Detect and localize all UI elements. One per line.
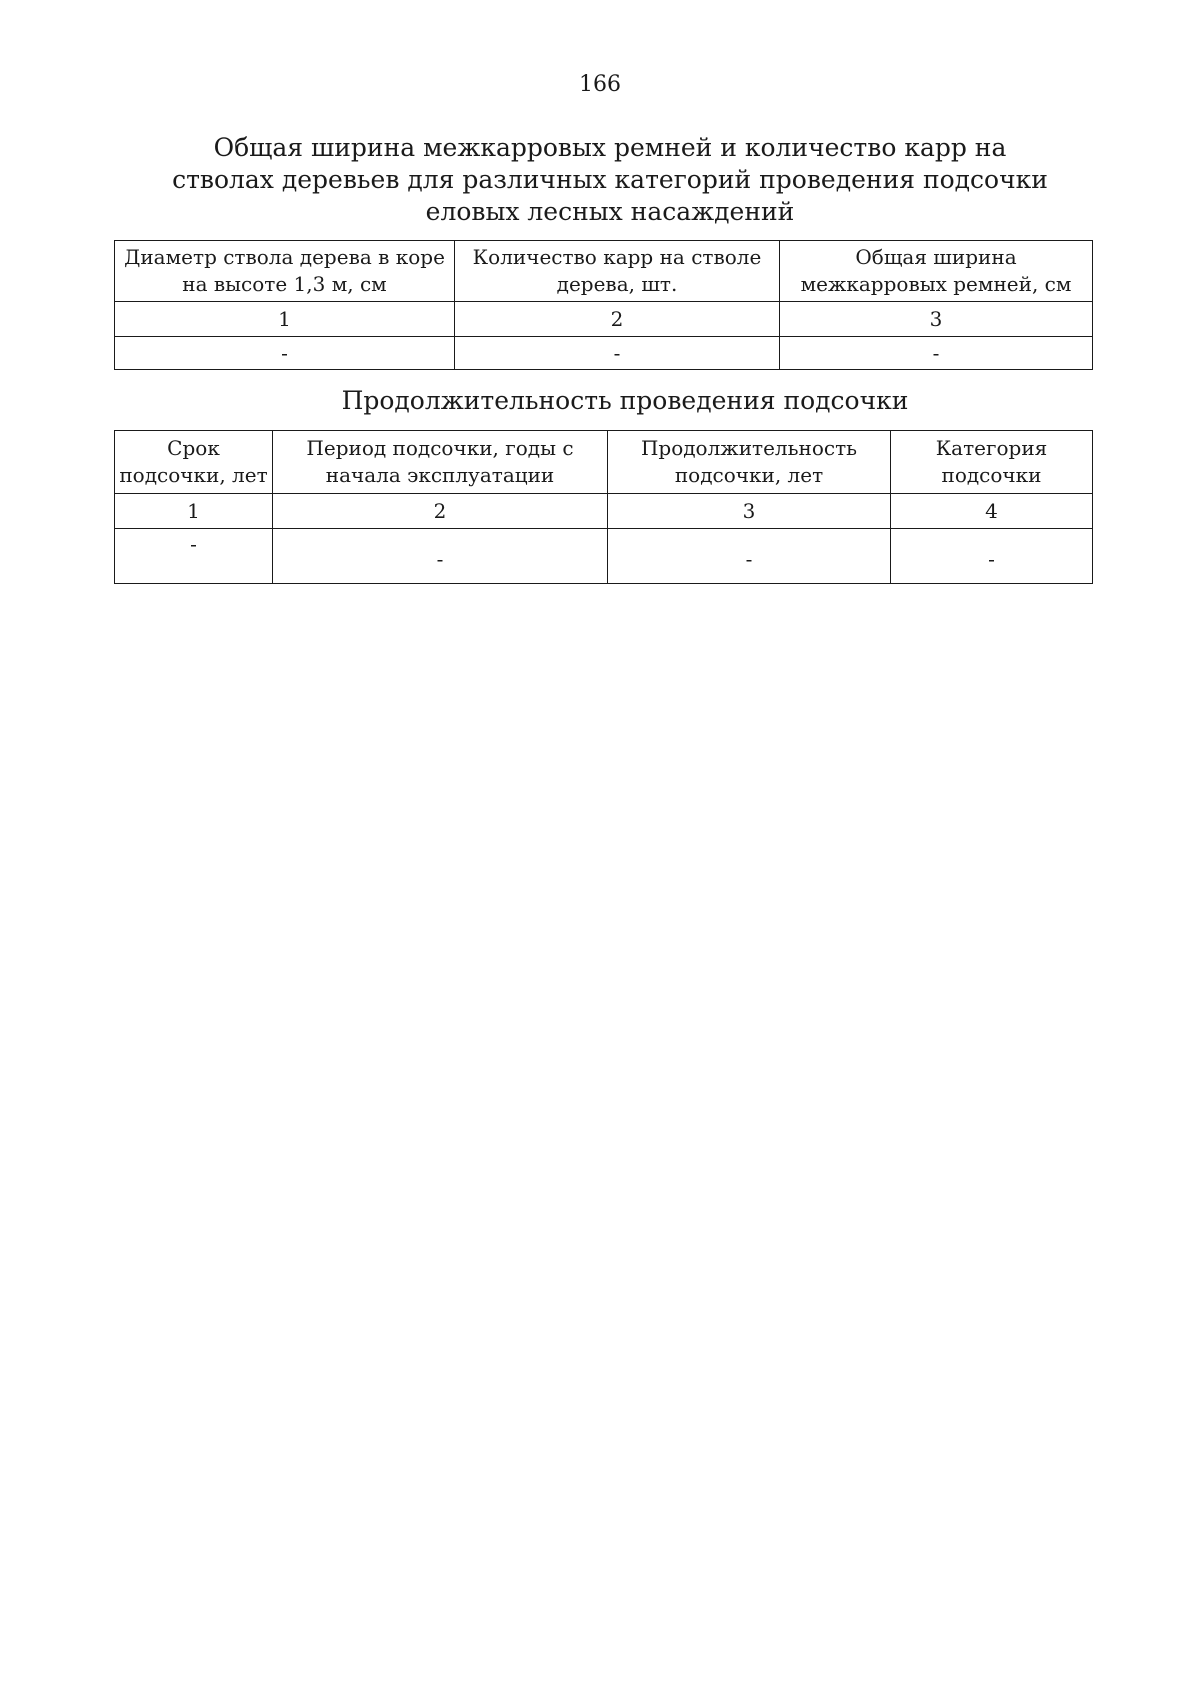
header-cell-term: Срок подсочки, лет [115,431,273,494]
table-cell: - [455,337,780,370]
column-number-cell: 4 [891,494,1093,529]
column-number-cell: 3 [780,302,1093,337]
table-header-row [115,241,1093,302]
table-cell: - [780,337,1093,370]
table1-caption: Общая ширина межкарровых ремней и количество карр на стволах деревьев для различных категорий проведения подсочки еловых лесных насаждений [172,133,1048,226]
table-cell: - [608,529,891,584]
column-number-row [115,494,1093,529]
table-header-row [115,431,1093,494]
header-cell-diameter: Диаметр ствола дерева в коре на высоте 1,3 м, см [115,241,455,302]
column-number-cell: 3 [608,494,891,529]
column-number-row [115,302,1093,337]
table-row [115,529,1093,584]
page-number: 166 [579,72,621,97]
table-cell: - [115,529,273,584]
header-cell-category: Категория подсочки [891,431,1093,494]
column-number-cell: 2 [455,302,780,337]
header-cell-duration: Продолжительность подсочки, лет [608,431,891,494]
table-cell: - [891,529,1093,584]
table2-caption: Продолжительность проведения подсочки [341,386,909,415]
header-cell-kar-count: Количество карр на стволе дерева, шт. [455,241,780,302]
table-cell: - [115,337,455,370]
table-row [115,337,1093,370]
column-number-cell: 2 [273,494,608,529]
header-cell-period: Период подсочки, годы с начала эксплуатации [273,431,608,494]
column-number-cell: 1 [115,302,455,337]
subtapping-duration-table [114,430,1093,584]
header-cell-strip-width: Общая ширина межкарровых ремней, см [780,241,1093,302]
column-number-cell: 1 [115,494,273,529]
table-cell: - [273,529,608,584]
subtapping-strips-table [114,240,1093,370]
